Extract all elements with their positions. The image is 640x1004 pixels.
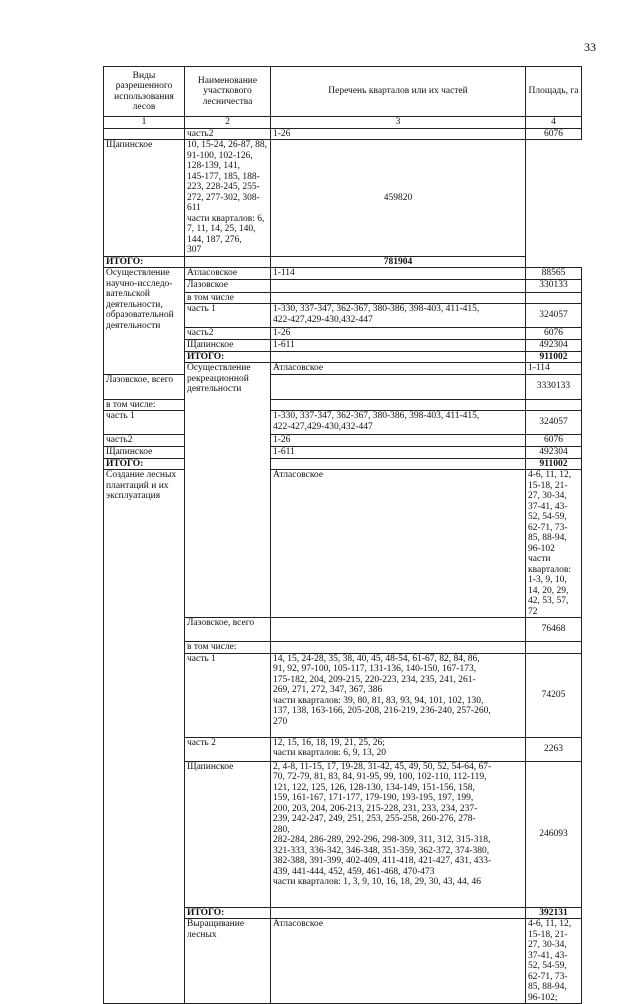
- table-row: [104, 446, 582, 458]
- header-num-1: 1: [104, 117, 185, 129]
- header-num-3: 3: [271, 117, 526, 129]
- area-cell: [526, 642, 582, 654]
- quarters-text: 2, 4-8, 11-15, 17, 19-28, 31-42, 45, 49, 50, 52, 54-64, 67- 70, 72-79, 81, 83, 84, 91-95, 99, 100, 102-110, 112-119, 121, 122, 125, 126, 128-130, 134-149, 151-156, 158, 159, 161-167, 171-177, 179-190, 193-195, 197, 199, 200, 203, 204, 206-213, 215-228, 231, 233, 234, 237- 239, 242-247, 249, 251, 253, 255-258, 260-276, 278- 280, 282-284, 286-289, 292-296, 298-309, 311, 312, 315-318, 321-333, 336-342, 346-348, 351-359, 362-372, 374-380, 382-388, 391-399, 402-409, 411-418, 421-427, 431, 433- 439, 441-444, 452, 459, 461-468, 470-473 части кварталов: 1, 3, 9, 10, 16, 18, 29, 30, 43, 44, 46: [273, 761, 492, 887]
- quarters-cell: [271, 304, 526, 328]
- area-cell: 911002: [526, 351, 582, 363]
- forestry-cell: часть2: [185, 328, 271, 340]
- quarters-text: 12, 15, 16, 18, 19, 21, 25, 26; части кварталов: 6, 9, 13, 20: [273, 737, 386, 758]
- forestry-cell: Щапинское: [185, 339, 271, 351]
- header-quarters-list: Перечень кварталов или их частей: [271, 67, 526, 117]
- quarters-cell: [271, 351, 526, 363]
- quarters-cell: [271, 618, 526, 642]
- quarters-text: 4-6, 11, 12, 15-18, 21-27, 30-34, 37-41, 43-52, 54-59, 62-71, 73-85, 88-94, 96-102;: [528, 919, 572, 1003]
- table-row: [104, 470, 582, 618]
- area-cell: 324057: [526, 411, 582, 435]
- area-cell: 330133: [526, 279, 582, 292]
- quarters-cell: [271, 374, 526, 399]
- area-cell: 324057: [526, 304, 582, 328]
- area-cell: 492304: [526, 446, 582, 458]
- forestry-cell: Атласовское: [185, 268, 271, 280]
- area-cell: [526, 292, 582, 304]
- area-cell: 74205: [526, 653, 582, 737]
- quarters-cell: [271, 268, 526, 280]
- table-row: [104, 435, 582, 447]
- quarters-cell: [271, 907, 526, 919]
- quarters-cell: [271, 435, 526, 447]
- area-cell: 246093: [526, 761, 582, 907]
- table-row: [104, 458, 582, 470]
- quarters-cell: [526, 363, 582, 375]
- use-type-cell: Выращивание лесных: [185, 919, 271, 1004]
- quarters-cell: [271, 761, 526, 907]
- forestry-cell: ИТОГО:: [104, 256, 185, 268]
- forestry-cell: часть2: [104, 435, 185, 447]
- forestry-cell: ИТОГО:: [185, 351, 271, 363]
- forestry-cell: Щапинское: [185, 761, 271, 907]
- use-type-cell: Создание лесных плантаций и их эксплуатация: [104, 470, 185, 1004]
- quarters-cell: [526, 919, 582, 1004]
- quarters-cell: [271, 279, 526, 292]
- header-row: [104, 67, 582, 117]
- quarters-cell: [271, 737, 526, 761]
- forestry-cell: Атласовское: [271, 919, 526, 1004]
- quarters-cell: [271, 339, 526, 351]
- header-num-4: 4: [526, 117, 582, 129]
- header-num-2: 2: [185, 117, 271, 129]
- forestry-cell: Лазовское, всего: [104, 374, 185, 399]
- quarters-text: 1-26: [273, 128, 291, 139]
- page-number: 33: [584, 40, 596, 54]
- quarters-text: 1-114: [273, 268, 295, 278]
- quarters-cell: [271, 292, 526, 304]
- quarters-text: 1-114: [528, 363, 550, 373]
- forestry-cell: в том числе: [185, 292, 271, 304]
- table-row: [104, 411, 582, 435]
- forest-quarters-table: [103, 66, 582, 1004]
- forestry-cell: Лазовское: [185, 279, 271, 292]
- forestry-cell: Щапинское: [104, 446, 185, 458]
- quarters-cell: [271, 128, 526, 140]
- quarters-text: 1-26: [273, 328, 291, 338]
- quarters-cell: [185, 256, 271, 268]
- table-row: [104, 128, 582, 140]
- forestry-cell: часть 1: [185, 653, 271, 737]
- area-cell: 392131: [526, 907, 582, 919]
- quarters-text: 1-611: [273, 339, 295, 350]
- quarters-text: 1-26: [273, 435, 291, 445]
- table-row: [104, 256, 582, 268]
- quarters-text: 14, 15, 24-28, 35, 38, 40, 45, 48-54, 61-67, 82, 84, 86, 91, 92, 97-100, 105-117, 131-136, 140-150, 167-173, 175-182, 204, 209-215, 220-223, 234, 235, 241, 261- 269, 271, 272, 347, 367, 386 части кварталов: 39, 80, 81, 83, 93, 94, 101, 102, 130, 137, 138, 163-166, 205-208, 216-219, 236-240, 257-260, 270: [273, 653, 491, 727]
- table-row: [104, 140, 582, 257]
- quarters-text: 1-611: [273, 446, 295, 457]
- forestry-cell: ИТОГО:: [104, 458, 185, 470]
- use-type-cell: Осуществление научно-исследо-вательской деятельности, образовательной деятельности: [104, 268, 185, 375]
- table-row: [104, 268, 582, 280]
- quarters-cell: [271, 411, 526, 435]
- quarters-cell: [271, 642, 526, 654]
- area-cell: 2263: [526, 737, 582, 761]
- area-cell: 781904: [271, 256, 526, 268]
- area-cell: 88565: [526, 268, 582, 280]
- area-cell: 6076: [526, 328, 582, 340]
- header-number-row: [104, 117, 582, 129]
- quarters-cell: [271, 458, 526, 470]
- forestry-cell: часть 1: [104, 411, 185, 435]
- table-row: [104, 399, 582, 411]
- forestry-cell: часть 1: [185, 304, 271, 328]
- quarters-text: 1-330, 337-347, 362-367, 380-386, 398-403, 411-415, 422-427,429-430,432-447: [273, 411, 480, 432]
- forestry-cell: в том числе:: [185, 642, 271, 654]
- table-row: [104, 374, 582, 399]
- area-cell: 6076: [526, 128, 582, 140]
- header-use-type: Виды разрешенного использования лесов: [104, 67, 185, 117]
- area-cell: [526, 399, 582, 411]
- header-area: Площадь, га: [526, 67, 582, 117]
- area-cell: 911002: [526, 458, 582, 470]
- use-type-cell: [104, 128, 185, 140]
- quarters-cell: [271, 446, 526, 458]
- header-forestry-name: Наименование участкового лесничества: [185, 67, 271, 117]
- quarters-cell: [271, 328, 526, 340]
- use-type-cell: Осуществление рекреационной деятельности: [185, 363, 271, 618]
- forestry-cell: Лазовское, всего: [185, 618, 271, 642]
- area-cell: 6076: [526, 435, 582, 447]
- area-cell: 76468: [526, 618, 582, 642]
- forestry-cell: в том числе:: [104, 399, 185, 411]
- quarters-cell: [526, 470, 582, 618]
- quarters-cell: [185, 140, 271, 257]
- area-cell: 3330133: [526, 374, 582, 399]
- forestry-cell: Атласовское: [271, 363, 526, 375]
- quarters-cell: [271, 653, 526, 737]
- forestry-cell: Атласовское: [271, 470, 526, 618]
- forestry-cell: часть2: [185, 128, 271, 140]
- forestry-cell: ИТОГО:: [185, 907, 271, 919]
- quarters-cell: [271, 399, 526, 411]
- forestry-cell: Щапинское: [104, 140, 185, 257]
- quarters-text: 1-330, 337-347, 362-367, 380-386, 398-403, 411-415, 422-427,429-430,432-447: [273, 304, 480, 325]
- quarters-text: 4-6, 11, 12, 15-18, 21-27, 30-34, 37-41, 43-52, 54-59, 62-71, 73-85, 88-94, 96-102 части кварталов: 1-3, 9, 10, 14, 20, 29, 42, 53, 57, 72: [528, 470, 572, 617]
- forestry-cell: часть 2: [185, 737, 271, 761]
- area-cell: 492304: [526, 339, 582, 351]
- area-cell: 459820: [271, 140, 526, 257]
- quarters-text: 10, 15-24, 26-87, 88, 91-100, 102-126, 128-139, 141, 145-177, 185, 188-223, 228-245, 255-272, 277-302, 308- 611 части кварталов: 6, 7, 11, 14, 25, 140, 144, 187, 276, 307: [187, 140, 267, 255]
